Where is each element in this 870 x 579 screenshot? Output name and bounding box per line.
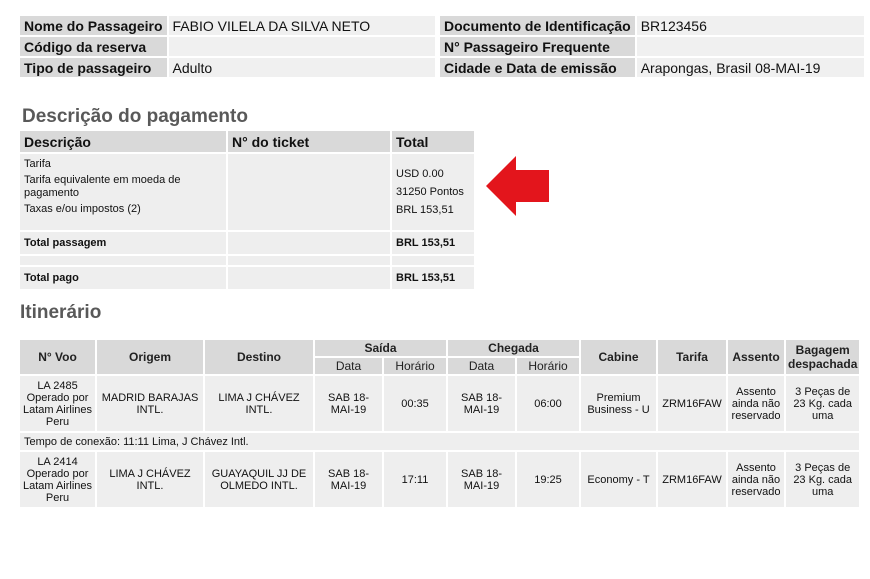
flight-baggage: 3 Peças de 23 Kg. cada uma	[786, 452, 859, 507]
header-arrival-date: Data	[448, 358, 515, 374]
header-baggage: Bagagem despachada	[786, 340, 859, 374]
flight-cabin: Economy - T	[581, 452, 656, 507]
passenger-type-row	[20, 58, 435, 77]
id-document-label: Documento de Identificação	[440, 16, 635, 35]
header-departure-date: Data	[315, 358, 382, 374]
total-ticket-label: Total passagem	[20, 232, 226, 254]
id-document-row	[440, 16, 864, 35]
passenger-type-value: Adulto	[169, 58, 435, 77]
taxes-label: Taxas e/ou impostos (2)	[24, 203, 141, 215]
payment-items-descriptions	[20, 154, 226, 230]
flight-departure-time: 17:11	[384, 452, 446, 507]
issue-city-date-label: Cidade e Data de emissão	[440, 58, 635, 77]
flight-destination: GUAYAQUIL JJ DE OLMEDO INTL.	[205, 452, 313, 507]
itinerary-header-row	[20, 340, 859, 356]
frequent-flyer-value	[637, 37, 864, 56]
flight-row	[20, 376, 859, 431]
itinerary-section-title: Itinerário	[20, 302, 102, 323]
flight-arrival-time: 19:25	[517, 452, 579, 507]
header-cabin: Cabine	[581, 340, 656, 374]
taxes-value: BRL 153,51	[396, 204, 454, 216]
issue-city-date-row	[440, 58, 864, 77]
flight-number: LA 2485 Operado por Latam Airlines Peru	[20, 376, 95, 431]
passenger-type-label: Tipo de passageiro	[20, 58, 167, 77]
flight-cabin: Premium Business - U	[581, 376, 656, 431]
fare-value: USD 0.00	[396, 168, 444, 180]
connection-time: Tempo de conexão: 11:11 Lima, J Chávez Intl.	[20, 433, 859, 450]
total-paid-label: Total pago	[20, 267, 226, 289]
payment-header-ticket: N° do ticket	[228, 131, 390, 152]
flight-arrival-date: SAB 18-MAI-19	[448, 452, 515, 507]
passenger-name-label: Nome do Passageiro	[20, 16, 167, 35]
flight-destination: LIMA J CHÁVEZ INTL.	[205, 376, 313, 431]
payment-table	[18, 129, 476, 291]
header-departure: Saída	[315, 340, 446, 356]
total-ticket-row	[20, 232, 474, 254]
left-arrow-icon	[484, 154, 552, 218]
passenger-name-row	[20, 16, 435, 35]
id-document-value: BR123456	[637, 16, 864, 35]
header-departure-time: Horário	[384, 358, 446, 374]
itinerary-table	[18, 338, 861, 509]
header-destination: Destino	[205, 340, 313, 374]
flight-fare: ZRM16FAW	[658, 376, 726, 431]
header-fare: Tarifa	[658, 340, 726, 374]
booking-code-label: Código da reserva	[20, 37, 167, 56]
total-paid-value: BRL 153,51	[392, 267, 474, 289]
passenger-name-value: FABIO VILELA DA SILVA NETO	[169, 16, 435, 35]
payment-header-row	[20, 131, 474, 152]
payment-items-row	[20, 154, 474, 230]
flight-arrival-date: SAB 18-MAI-19	[448, 376, 515, 431]
frequent-flyer-row	[440, 37, 864, 56]
flight-number: LA 2414 Operado por Latam Airlines Peru	[20, 452, 95, 507]
header-arrival: Chegada	[448, 340, 579, 356]
payment-header-description: Descrição	[20, 131, 226, 152]
flight-origin: MADRID BARAJAS INTL.	[97, 376, 203, 431]
payment-section-title: Descrição do pagamento	[22, 106, 248, 127]
fare-label: Tarifa	[24, 158, 51, 170]
flight-departure-date: SAB 18-MAI-19	[315, 376, 382, 431]
flight-origin: LIMA J CHÁVEZ INTL.	[97, 452, 203, 507]
flight-row	[20, 452, 859, 507]
flight-arrival-time: 06:00	[517, 376, 579, 431]
flight-seat: Assento ainda não reservado	[728, 376, 784, 431]
equivalent-fare-value: 31250 Pontos	[396, 186, 464, 198]
header-flight-number: N° Voo	[20, 340, 95, 374]
flight-seat: Assento ainda não reservado	[728, 452, 784, 507]
connection-row	[20, 433, 859, 450]
total-paid-ticket	[228, 267, 390, 289]
total-paid-row	[20, 267, 474, 289]
total-ticket-number	[228, 232, 390, 254]
flight-fare: ZRM16FAW	[658, 452, 726, 507]
payment-items-totals	[392, 154, 474, 230]
flight-baggage: 3 Peças de 23 Kg. cada uma	[786, 376, 859, 431]
equivalent-fare-label: Tarifa equivalente em moeda de pagamento	[24, 174, 181, 199]
payment-spacer-row	[20, 256, 474, 265]
issue-city-date-value: Arapongas, Brasil 08-MAI-19	[637, 58, 864, 77]
frequent-flyer-label: N° Passageiro Frequente	[440, 37, 635, 56]
flight-departure-time: 00:35	[384, 376, 446, 431]
header-arrival-time: Horário	[517, 358, 579, 374]
payment-items-ticket	[228, 154, 390, 230]
booking-code-value	[169, 37, 435, 56]
payment-header-total: Total	[392, 131, 474, 152]
header-seat: Assento	[728, 340, 784, 374]
booking-code-row	[20, 37, 435, 56]
flight-departure-date: SAB 18-MAI-19	[315, 452, 382, 507]
passenger-info-left	[18, 14, 437, 79]
header-origin: Origem	[97, 340, 203, 374]
total-ticket-value: BRL 153,51	[392, 232, 474, 254]
passenger-info-right	[438, 14, 866, 79]
